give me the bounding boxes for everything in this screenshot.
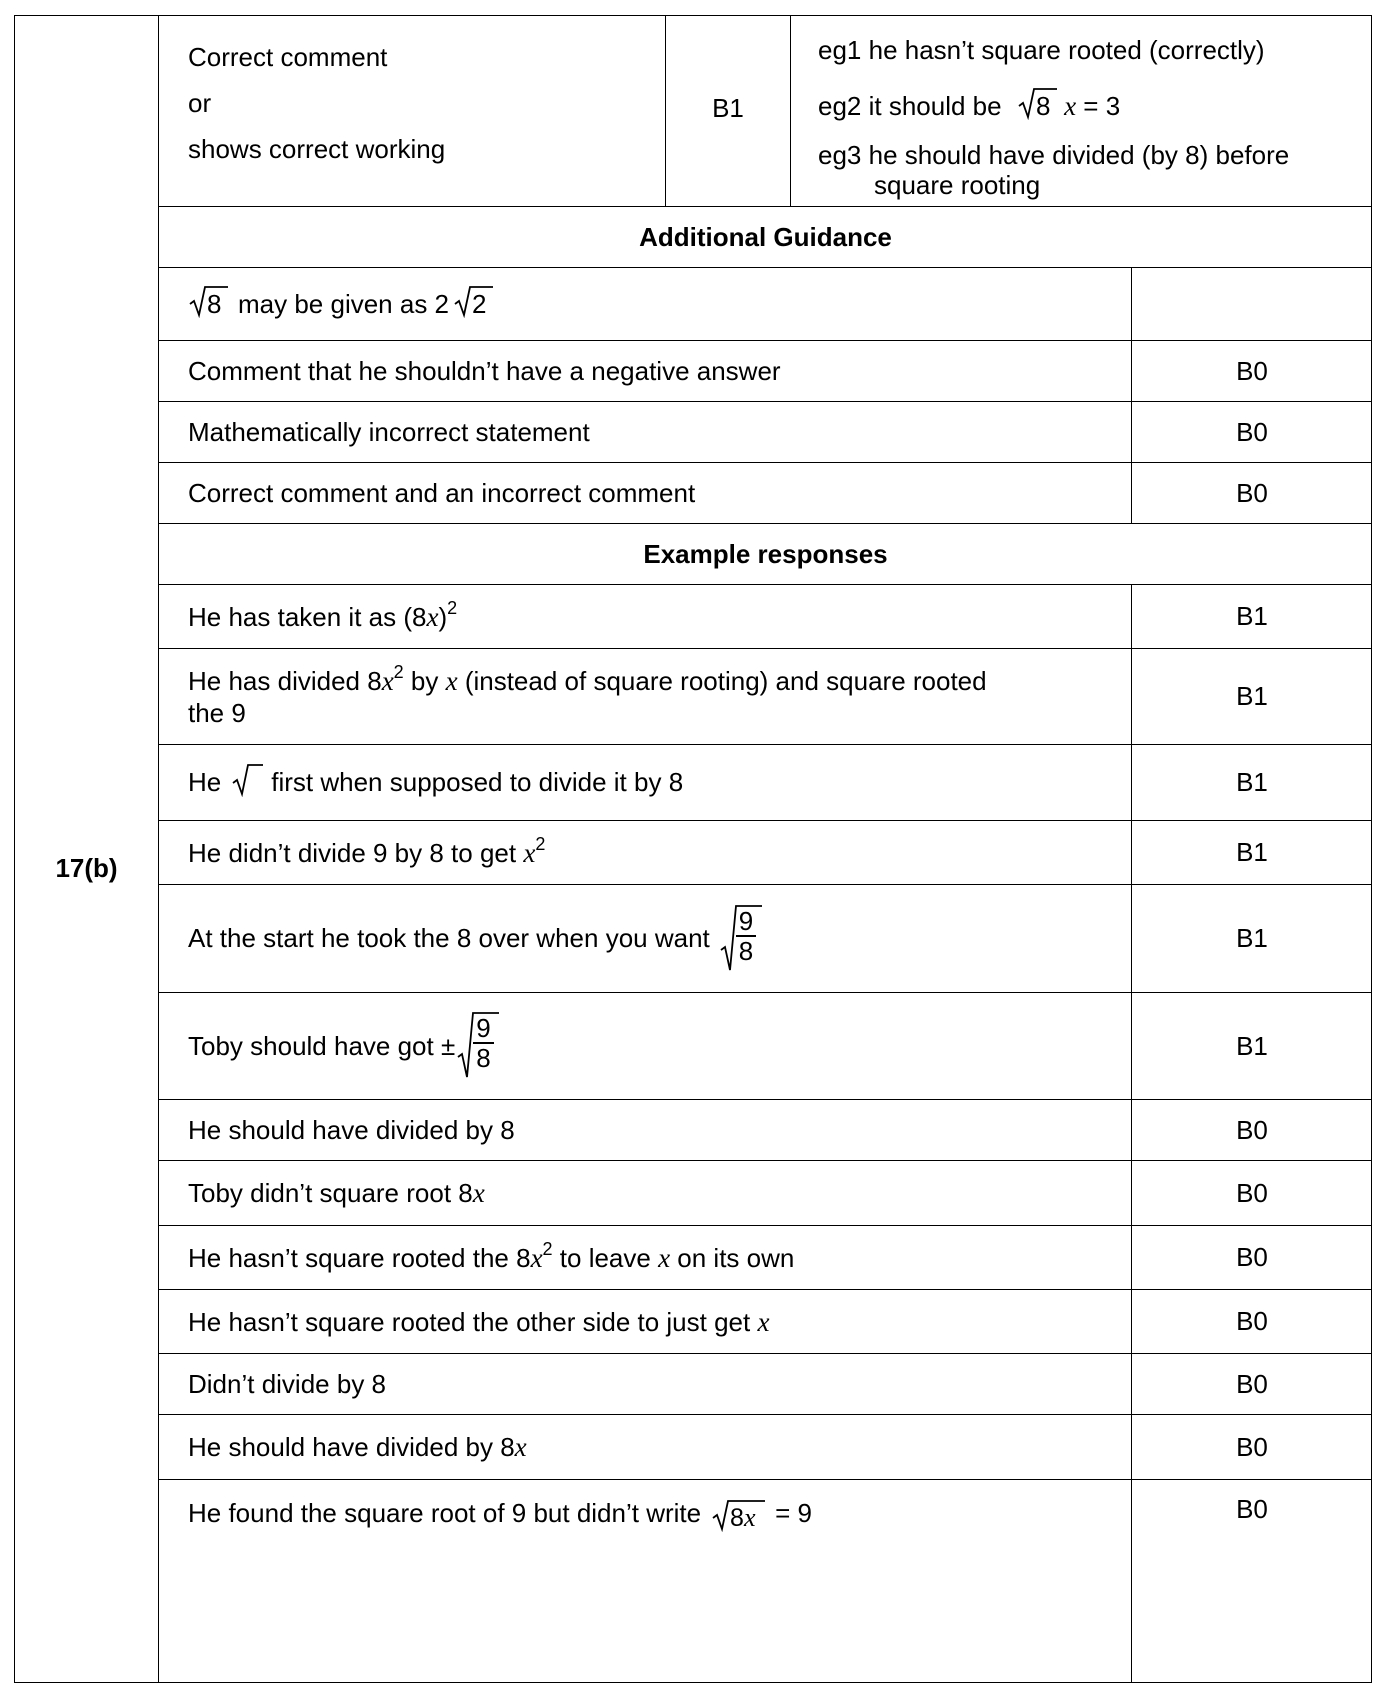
table-row bbox=[159, 649, 1372, 745]
fraction-numerator: 9 bbox=[736, 907, 756, 937]
table-row bbox=[159, 1415, 1372, 1480]
mark-cell bbox=[1132, 268, 1372, 340]
response-text bbox=[159, 821, 1132, 884]
superscript: 2 bbox=[542, 1238, 553, 1259]
examples-cell bbox=[790, 15, 1372, 206]
table-row bbox=[159, 1290, 1372, 1354]
example-eg1: eg1 he hasn’t square rooted (correctly) bbox=[818, 35, 1265, 65]
guidance-text: Correct comment and an incorrect comment bbox=[159, 463, 1132, 523]
criteria-line: shows correct working bbox=[188, 134, 446, 164]
response-part: on its own bbox=[670, 1242, 795, 1273]
response-part: He has taken it as (8 bbox=[188, 601, 427, 632]
mark-cell: B0 bbox=[1236, 1368, 1268, 1399]
table-row bbox=[159, 1226, 1372, 1290]
response-part: At the start he took the 8 over when you want bbox=[188, 923, 710, 953]
sqrt-radicand: 2 bbox=[472, 288, 487, 318]
table-row bbox=[159, 745, 1372, 821]
section-heading: Additional Guidance bbox=[639, 221, 892, 252]
mark-value: B0 bbox=[1236, 1494, 1268, 1524]
response-text bbox=[159, 745, 1132, 820]
mark-cell: B0 bbox=[1236, 477, 1268, 508]
sqrt-symbol bbox=[1017, 86, 1057, 130]
sqrt-symbol bbox=[711, 1498, 765, 1539]
table-row bbox=[159, 1354, 1372, 1415]
sqrt-radicand: 8 bbox=[207, 288, 222, 318]
mark-cell: B1 bbox=[1236, 767, 1268, 797]
response-part: He didn’t divide 9 by 8 to get bbox=[188, 837, 524, 868]
mark-cell: B1 bbox=[1236, 1030, 1268, 1061]
table-row bbox=[159, 341, 1372, 402]
fraction-numerator: 9 bbox=[473, 1014, 493, 1044]
table-row bbox=[159, 1161, 1372, 1226]
variable-x: x bbox=[381, 665, 394, 696]
variable-x: x bbox=[757, 1306, 770, 1337]
example-eg2 bbox=[818, 86, 1372, 141]
section-heading: Example responses bbox=[643, 538, 888, 569]
variable-x: x bbox=[426, 601, 439, 632]
response-part: the 9 bbox=[188, 697, 246, 728]
answer-criteria bbox=[159, 15, 666, 206]
mark-cell: B1 bbox=[1236, 601, 1268, 631]
example-eg3 bbox=[818, 138, 1372, 202]
question-number: 17(b) bbox=[55, 853, 118, 883]
guidance-text bbox=[159, 268, 1132, 340]
response-part: by bbox=[403, 665, 446, 696]
table-row bbox=[159, 268, 1372, 341]
sqrt-symbol bbox=[188, 284, 228, 325]
eg3-line2: square rooting bbox=[874, 170, 1041, 200]
mark-cell bbox=[1132, 1480, 1372, 1683]
mark-cell: B1 bbox=[1236, 681, 1268, 711]
response-part: first when supposed to divide it by 8 bbox=[271, 767, 684, 797]
sqrt-radicand: 8 bbox=[730, 1504, 744, 1532]
eg2-text: eg2 it should be bbox=[818, 90, 1002, 121]
svg-text:x: x bbox=[744, 1503, 756, 1532]
response-text bbox=[159, 1161, 1132, 1225]
variable-x: x bbox=[530, 1242, 543, 1273]
response-part: to leave bbox=[552, 1242, 659, 1273]
answer-row bbox=[159, 15, 1372, 207]
mark-cell: B0 bbox=[1236, 1114, 1268, 1145]
response-part: (instead of square rooting) and square rooted bbox=[457, 665, 987, 696]
table-row bbox=[159, 885, 1372, 993]
table-row bbox=[159, 463, 1372, 524]
table-row bbox=[159, 1480, 1372, 1683]
variable-x: x bbox=[523, 837, 536, 868]
sqrt-radicand: 8 bbox=[1035, 91, 1051, 120]
sqrt-symbol bbox=[231, 761, 263, 804]
sqrt-symbol bbox=[453, 284, 493, 325]
eg2-suffix: = 3 bbox=[1083, 90, 1121, 121]
table-row bbox=[159, 585, 1372, 649]
response-text: Didn’t divide by 8 bbox=[159, 1354, 1132, 1414]
response-text bbox=[159, 885, 1132, 992]
response-text bbox=[159, 1480, 1132, 1683]
response-part: He hasn’t square rooted the 8 bbox=[188, 1242, 531, 1273]
mark-cell: B0 bbox=[1236, 1242, 1268, 1272]
superscript: 2 bbox=[393, 661, 404, 682]
mark-cell: B0 bbox=[1236, 416, 1268, 447]
response-text bbox=[159, 649, 1132, 744]
table-row bbox=[159, 1100, 1372, 1161]
response-text bbox=[159, 1226, 1132, 1289]
variable-x: x bbox=[658, 1242, 671, 1273]
response-part: He hasn’t square rooted the other side to just get bbox=[188, 1306, 758, 1337]
response-text bbox=[159, 1290, 1132, 1353]
mark-cell: B0 bbox=[1236, 1306, 1268, 1336]
mark-cell: B0 bbox=[1236, 1431, 1268, 1462]
variable-x: x bbox=[472, 1178, 485, 1208]
fraction-denominator: 8 bbox=[476, 1043, 491, 1073]
guidance-text: Comment that he shouldn’t have a negative answer bbox=[159, 341, 1132, 401]
response-part: He should have divided by 8 bbox=[188, 1432, 515, 1462]
mark-cell bbox=[666, 15, 791, 206]
mark-value: B1 bbox=[712, 92, 744, 123]
response-part: Toby should have got ± bbox=[188, 1030, 456, 1061]
response-part: ) bbox=[438, 601, 448, 632]
guidance-text-inline: may be given as 2 bbox=[238, 288, 450, 319]
eg3-line1: eg3 he should have divided (by 8) before bbox=[818, 140, 1290, 170]
response-text bbox=[159, 585, 1132, 648]
examples-heading-row bbox=[159, 524, 1372, 585]
mark-cell: B0 bbox=[1236, 1177, 1268, 1208]
mark-cell: B0 bbox=[1236, 355, 1268, 386]
variable-x: x bbox=[514, 1432, 527, 1462]
table-row bbox=[159, 821, 1372, 885]
table-row bbox=[159, 402, 1372, 463]
variable-x: x bbox=[445, 665, 458, 696]
response-part: = 9 bbox=[775, 1498, 812, 1528]
response-part: He bbox=[188, 767, 222, 797]
table-row bbox=[159, 993, 1372, 1100]
question-column bbox=[14, 15, 159, 1683]
guidance-heading-row bbox=[159, 207, 1372, 268]
criteria-line: Correct comment bbox=[188, 42, 388, 72]
mark-cell: B1 bbox=[1236, 923, 1268, 953]
superscript: 2 bbox=[447, 597, 458, 618]
sqrt-fraction bbox=[457, 1011, 499, 1081]
sqrt-fraction bbox=[720, 904, 762, 974]
response-part: Toby didn’t square root 8 bbox=[188, 1178, 473, 1208]
variable-x: x bbox=[1064, 90, 1077, 121]
response-text bbox=[159, 1415, 1132, 1479]
response-text bbox=[159, 993, 1132, 1099]
fraction-denominator: 8 bbox=[738, 935, 754, 966]
response-part: He found the square root of 9 but didn’t write bbox=[188, 1498, 702, 1528]
mark-cell: B1 bbox=[1236, 837, 1268, 867]
guidance-text: Mathematically incorrect statement bbox=[159, 402, 1132, 462]
response-part: He has divided 8 bbox=[188, 665, 382, 696]
response-text: He should have divided by 8 bbox=[159, 1100, 1132, 1160]
superscript: 2 bbox=[535, 833, 546, 854]
criteria-line: or bbox=[188, 88, 212, 118]
